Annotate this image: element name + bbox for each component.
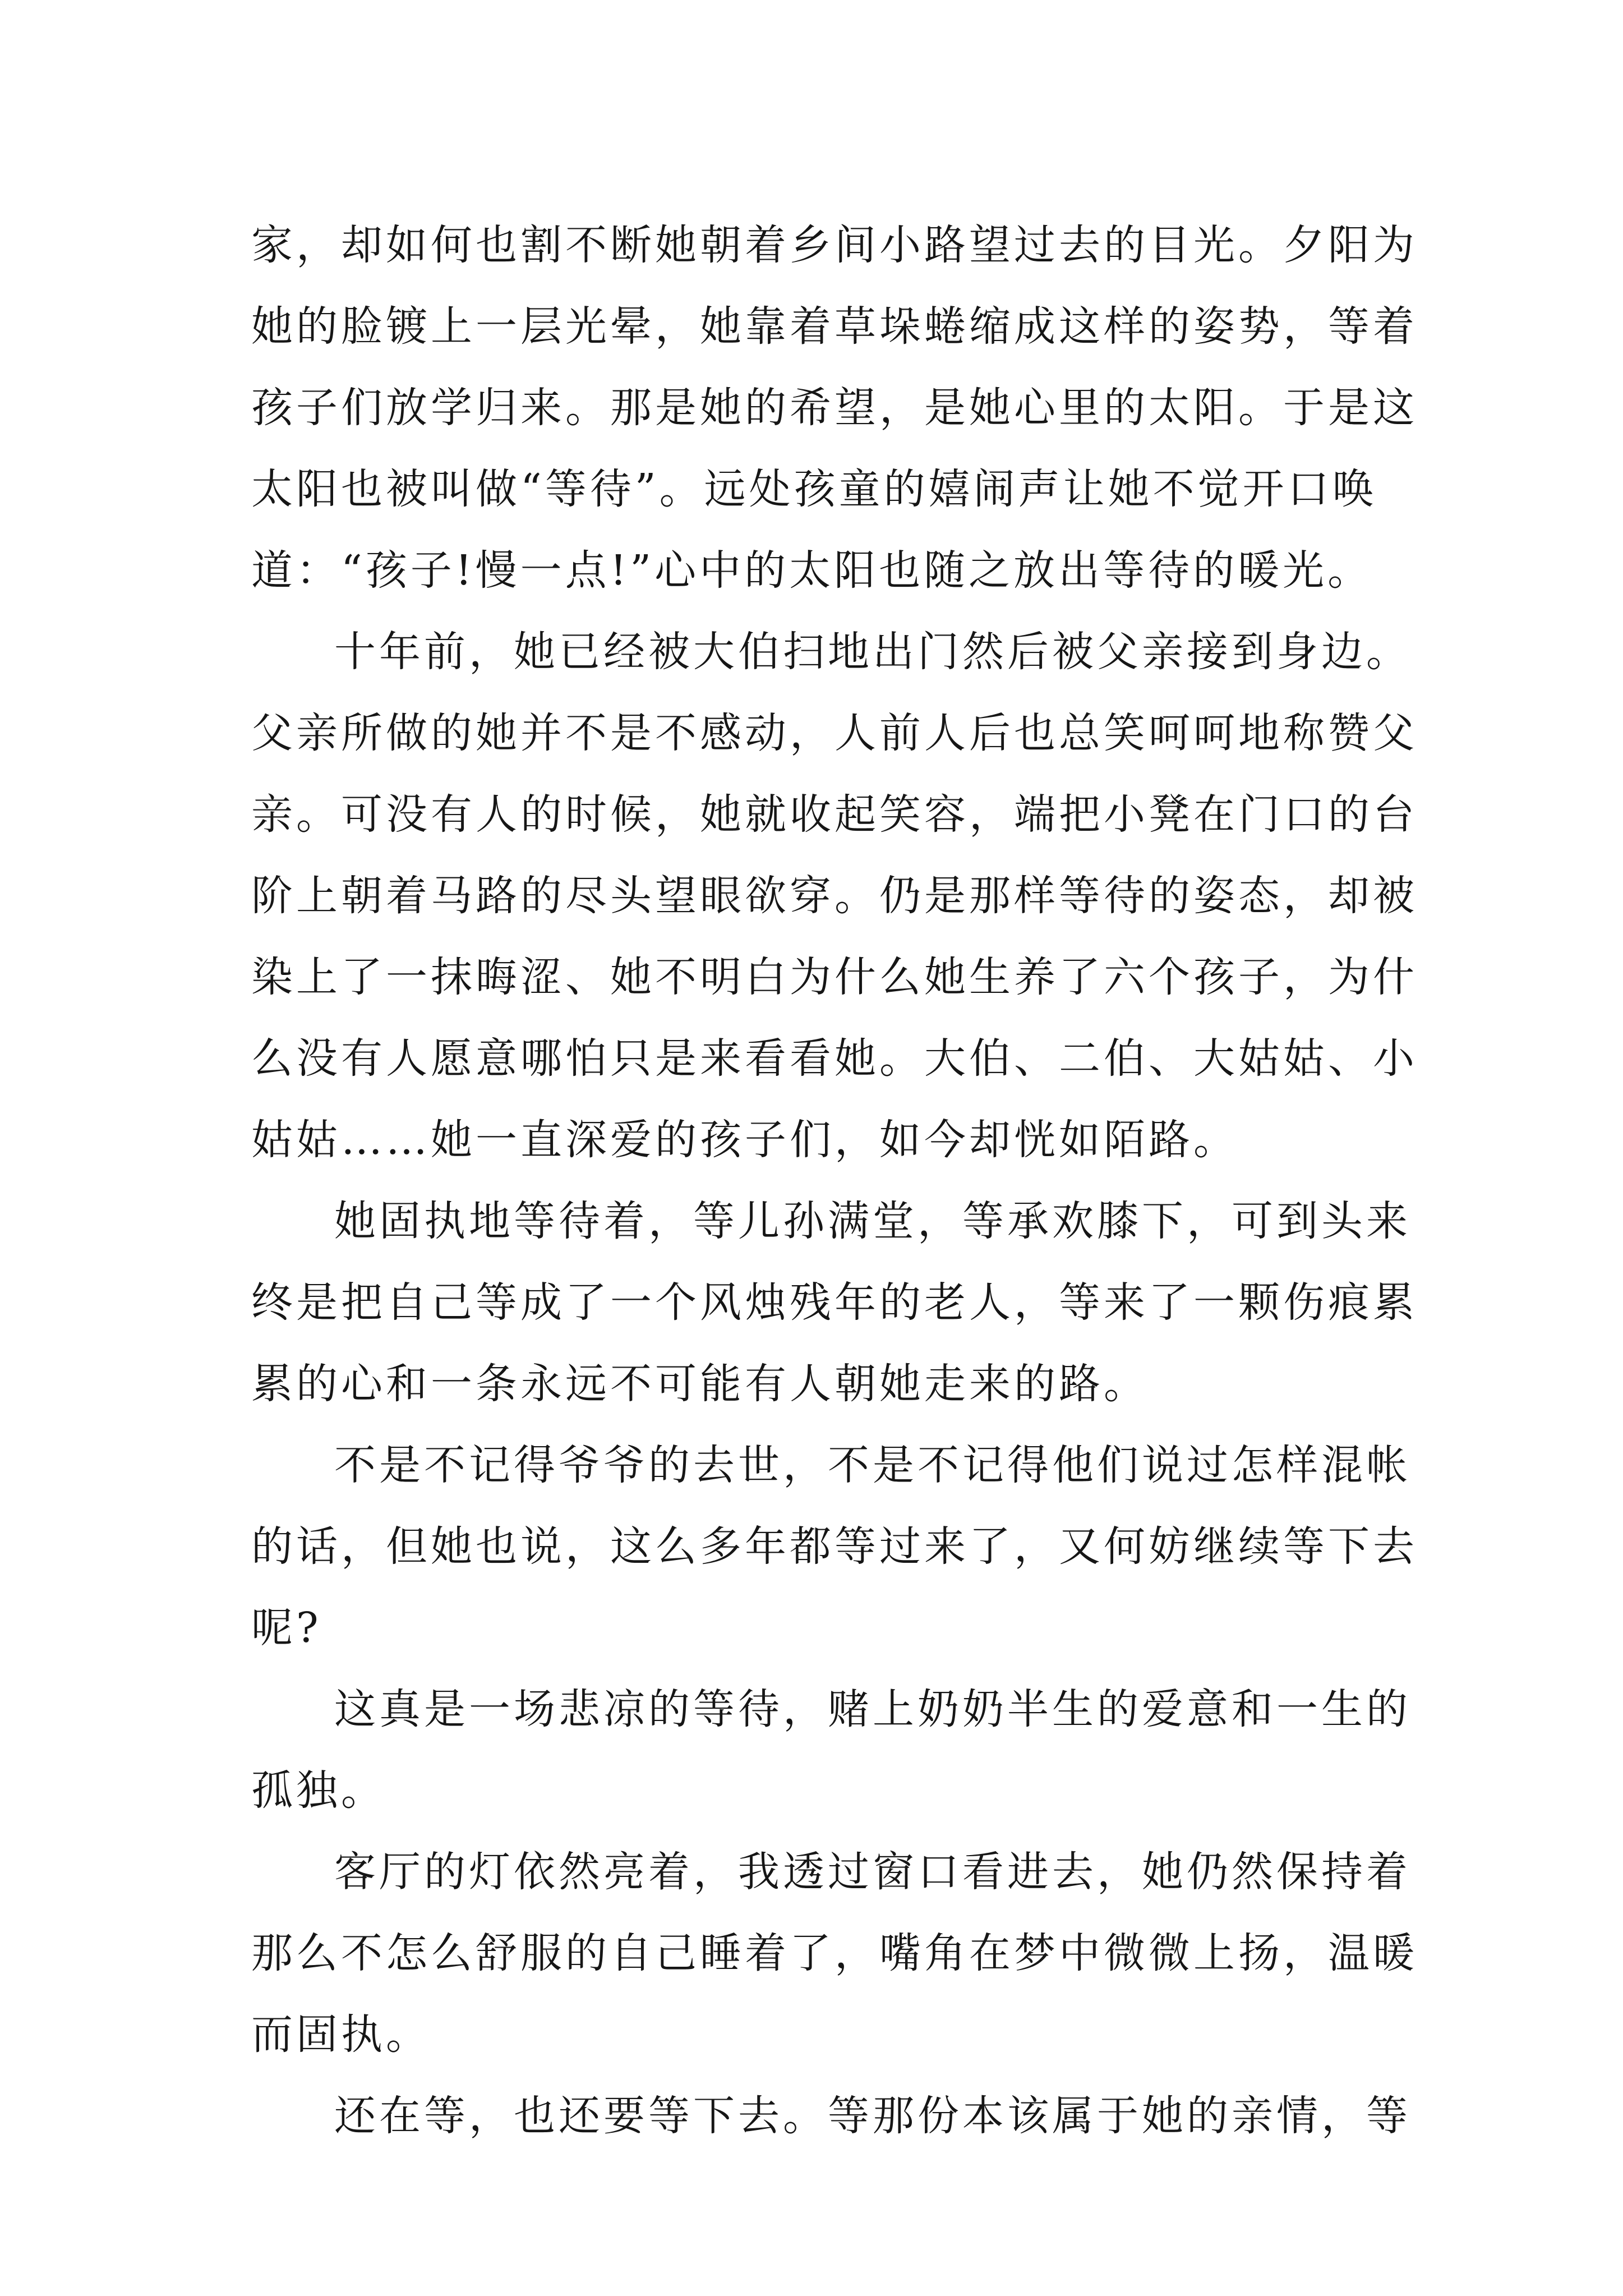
text-line: 孩子们放学归来。那是她的希望，是她心里的太阳。于是这 bbox=[251, 384, 1418, 432]
text-line: 阶上朝着马路的尽头望眼欲穿。仍是那样等待的姿态，却被 bbox=[251, 872, 1418, 920]
document-body bbox=[251, 205, 1418, 2157]
text-line: 亲。可没有人的时候，她就收起笑容，端把小凳在门口的台 bbox=[251, 790, 1418, 839]
text-line: 那么不怎么舒服的自己睡着了，嘴角在梦中微微上扬，温暖 bbox=[251, 1929, 1418, 1977]
text-line: 还在等，也还要等下去。等那份本该属于她的亲情，等 bbox=[334, 2092, 1411, 2140]
text-line: 这真是一场悲凉的等待，赌上奶奶半生的爱意和一生的 bbox=[334, 1685, 1411, 1733]
text-line: 而固执。 bbox=[251, 2010, 431, 2059]
text-line: 的话，但她也说，这么多年都等过来了，又何妨继续等下去 bbox=[251, 1522, 1418, 1571]
text-line: 她固执地等待着，等儿孙满堂，等承欢膝下，可到头来 bbox=[334, 1197, 1411, 1245]
text-line: 客厅的灯依然亮着，我透过窗口看进去，她仍然保持着 bbox=[334, 1848, 1411, 1896]
paragraph-1 bbox=[251, 205, 1418, 611]
text-line: 不是不记得爷爷的去世，不是不记得他们说过怎样混帐 bbox=[334, 1441, 1411, 1489]
text-line: 孤独。 bbox=[251, 1766, 386, 1815]
text-line: 染上了一抹晦涩、她不明白为什么她生养了六个孩子，为什 bbox=[251, 953, 1418, 1001]
text-line: 累的心和一条永远不可能有人朝她走来的路。 bbox=[251, 1360, 1149, 1408]
text-line: 十年前，她已经被大伯扫地出门然后被父亲接到身边。 bbox=[334, 628, 1411, 676]
paragraph-4 bbox=[251, 1425, 1418, 1669]
text-line: 么没有人愿意哪怕只是来看看她。大伯、二伯、大姑姑、小 bbox=[251, 1034, 1418, 1083]
text-line: 姑姑……她一直深爱的孩子们，如今却恍如陌路。 bbox=[251, 1116, 1238, 1164]
paragraph-3 bbox=[251, 1181, 1418, 1425]
text-line: 父亲所做的她并不是不感动，人前人后也总笑呵呵地称赞父 bbox=[251, 709, 1418, 757]
paragraph-2 bbox=[251, 611, 1418, 1181]
paragraph-6 bbox=[251, 1832, 1418, 2076]
text-line: 道：“孩子!慢一点!”心中的太阳也随之放出等待的暖光。 bbox=[251, 546, 1373, 595]
text-line: 她的脸镀上一层光晕，她靠着草垛蜷缩成这样的姿势，等着 bbox=[251, 302, 1418, 351]
text-line: 家，却如何也割不断她朝着乡间小路望过去的目光。夕阳为 bbox=[251, 221, 1418, 269]
text-line: 呢? bbox=[251, 1604, 322, 1652]
paragraph-5 bbox=[251, 1669, 1411, 1832]
text-line: 太阳也被叫做“等待”。远处孩童的嬉闹声让她不觉开口唤 bbox=[251, 465, 1377, 513]
text-line: 终是把自己等成了一个风烛残年的老人，等来了一颗伤痕累 bbox=[251, 1278, 1418, 1327]
paragraph-7 bbox=[251, 2076, 1411, 2157]
